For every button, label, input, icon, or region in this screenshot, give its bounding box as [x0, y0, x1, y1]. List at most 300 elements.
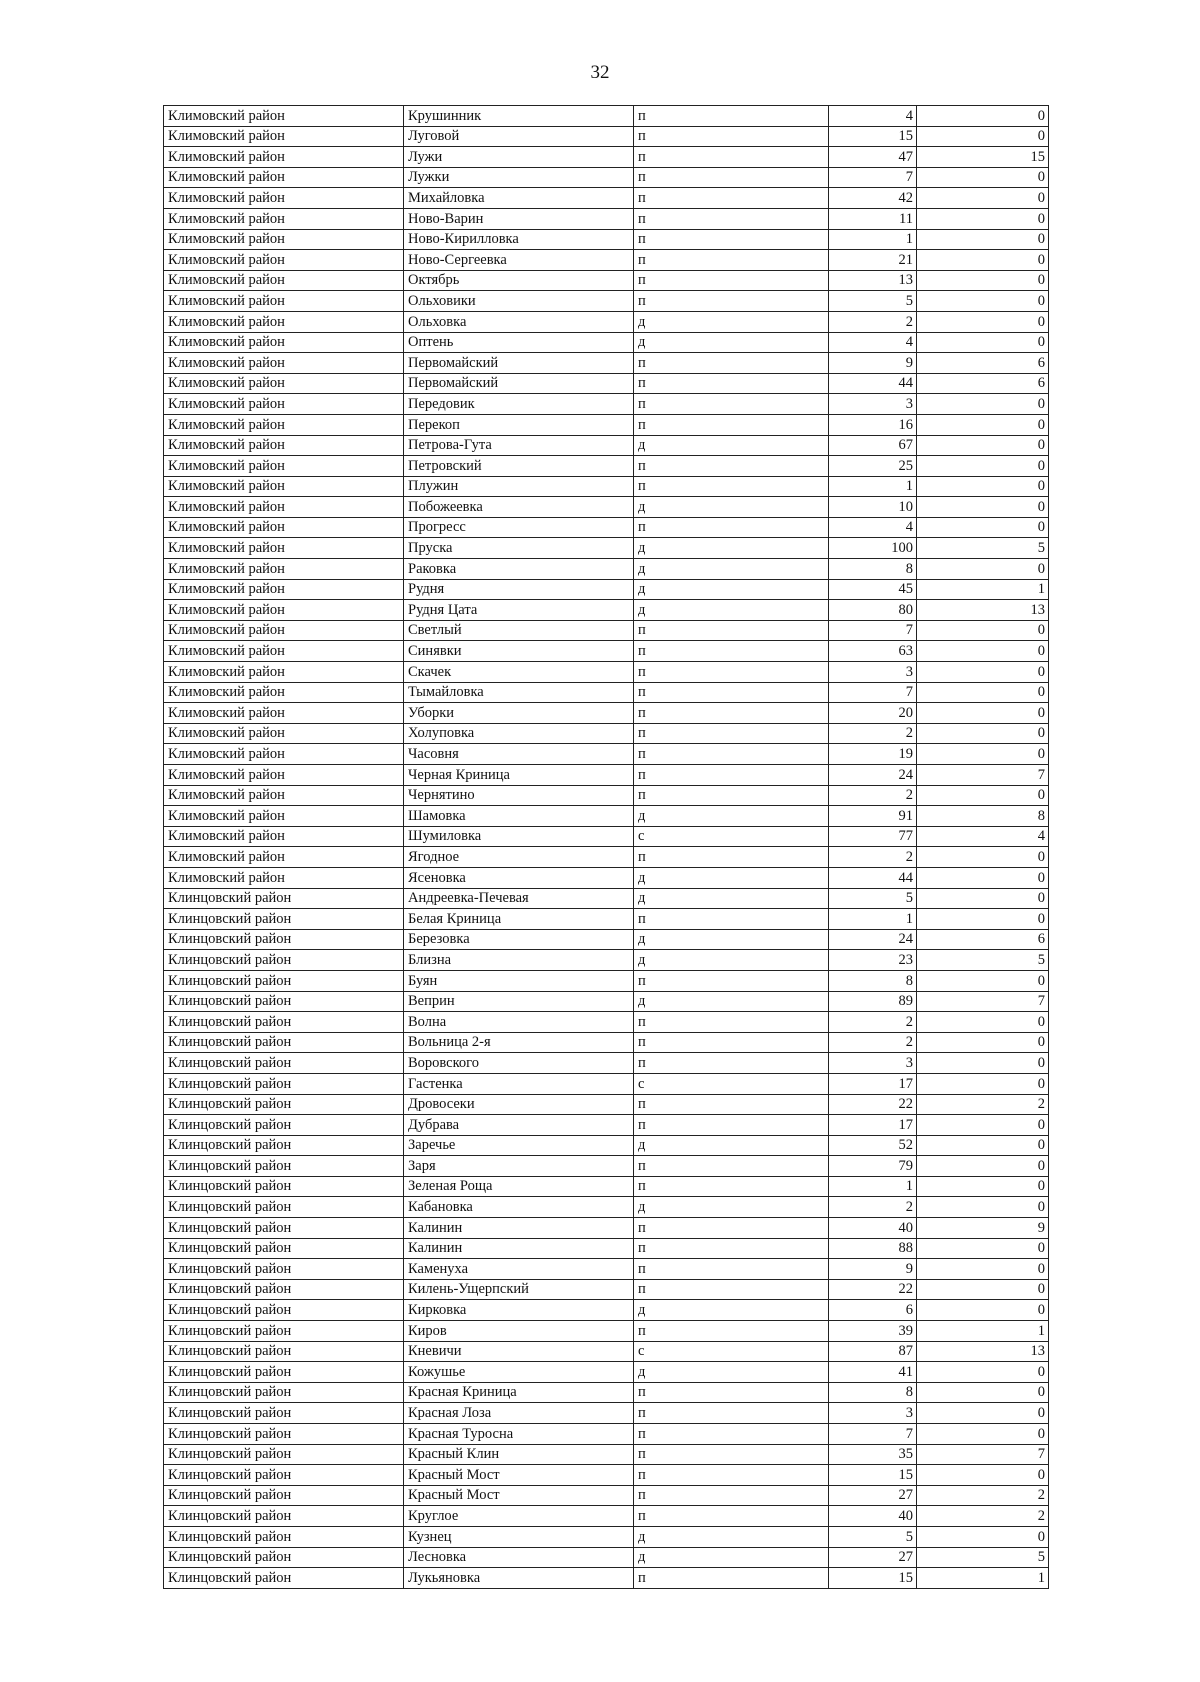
value-cell: 0: [917, 682, 1049, 703]
count-cell: 2: [829, 847, 917, 868]
page-number: 32: [590, 62, 610, 83]
type-cell: д: [634, 1547, 829, 1568]
value-cell: 0: [917, 270, 1049, 291]
value-cell: 0: [917, 1176, 1049, 1197]
settlement-cell: Кожушье: [404, 1362, 634, 1383]
district-cell: Клинцовский район: [164, 1300, 404, 1321]
district-cell: Клинцовский район: [164, 1115, 404, 1136]
type-cell: п: [634, 1259, 829, 1280]
type-cell: п: [634, 1218, 829, 1239]
type-cell: п: [634, 785, 829, 806]
type-cell: д: [634, 538, 829, 559]
district-cell: Клинцовский район: [164, 1032, 404, 1053]
value-cell: 0: [917, 1073, 1049, 1094]
count-cell: 67: [829, 435, 917, 456]
district-cell: Клинцовский район: [164, 929, 404, 950]
value-cell: 0: [917, 188, 1049, 209]
value-cell: 0: [917, 888, 1049, 909]
value-cell: 0: [917, 1362, 1049, 1383]
settlement-cell: Петровский: [404, 456, 634, 477]
count-cell: 5: [829, 1526, 917, 1547]
count-cell: 2: [829, 785, 917, 806]
count-cell: 4: [829, 106, 917, 127]
table-row: [164, 353, 1049, 374]
type-cell: п: [634, 353, 829, 374]
district-cell: Клинцовский район: [164, 1568, 404, 1589]
count-cell: 2: [829, 1012, 917, 1033]
district-cell: Климовский район: [164, 682, 404, 703]
type-cell: д: [634, 559, 829, 580]
table-row: [164, 1176, 1049, 1197]
value-cell: 0: [917, 1279, 1049, 1300]
count-cell: 7: [829, 620, 917, 641]
count-cell: 2: [829, 311, 917, 332]
table-row: [164, 991, 1049, 1012]
table-row: [164, 641, 1049, 662]
settlement-cell: Перекоп: [404, 414, 634, 435]
type-cell: п: [634, 1465, 829, 1486]
count-cell: 17: [829, 1115, 917, 1136]
district-cell: Климовский район: [164, 579, 404, 600]
settlement-cell: Передовик: [404, 394, 634, 415]
settlement-cell: Прогресс: [404, 517, 634, 538]
type-cell: д: [634, 1526, 829, 1547]
settlement-cell: Каменуха: [404, 1259, 634, 1280]
value-cell: 6: [917, 353, 1049, 374]
type-cell: п: [634, 1568, 829, 1589]
table-row: [164, 620, 1049, 641]
table-row: [164, 167, 1049, 188]
district-cell: Клинцовский район: [164, 1053, 404, 1074]
type-cell: д: [634, 867, 829, 888]
table-row: [164, 332, 1049, 353]
table-row: [164, 1012, 1049, 1033]
value-cell: 0: [917, 867, 1049, 888]
table-row: [164, 847, 1049, 868]
value-cell: 9: [917, 1218, 1049, 1239]
table-row: [164, 1424, 1049, 1445]
value-cell: 0: [917, 497, 1049, 518]
count-cell: 24: [829, 929, 917, 950]
district-cell: Климовский район: [164, 229, 404, 250]
value-cell: 0: [917, 208, 1049, 229]
value-cell: 0: [917, 641, 1049, 662]
district-cell: Климовский район: [164, 476, 404, 497]
value-cell: 5: [917, 950, 1049, 971]
count-cell: 16: [829, 414, 917, 435]
settlement-cell: Ясеновка: [404, 867, 634, 888]
district-cell: Клинцовский район: [164, 1218, 404, 1239]
table-row: [164, 1094, 1049, 1115]
settlement-cell: Чернятино: [404, 785, 634, 806]
settlement-cell: Воровского: [404, 1053, 634, 1074]
settlement-cell: Красная Туросна: [404, 1424, 634, 1445]
count-cell: 9: [829, 1259, 917, 1280]
settlement-cell: Андреевка-Печевая: [404, 888, 634, 909]
district-cell: Климовский район: [164, 744, 404, 765]
value-cell: 0: [917, 1053, 1049, 1074]
table-row: [164, 414, 1049, 435]
type-cell: п: [634, 970, 829, 991]
value-cell: 6: [917, 373, 1049, 394]
count-cell: 8: [829, 1382, 917, 1403]
district-cell: Климовский район: [164, 703, 404, 724]
type-cell: п: [634, 1156, 829, 1177]
settlements-table-container: [163, 105, 1049, 1589]
type-cell: д: [634, 1300, 829, 1321]
type-cell: п: [634, 1444, 829, 1465]
type-cell: п: [634, 229, 829, 250]
count-cell: 52: [829, 1135, 917, 1156]
value-cell: 0: [917, 559, 1049, 580]
district-cell: Климовский район: [164, 641, 404, 662]
district-cell: Климовский район: [164, 332, 404, 353]
value-cell: 0: [917, 1403, 1049, 1424]
count-cell: 79: [829, 1156, 917, 1177]
type-cell: п: [634, 703, 829, 724]
value-cell: 1: [917, 1568, 1049, 1589]
count-cell: 3: [829, 1403, 917, 1424]
count-cell: 20: [829, 703, 917, 724]
settlement-cell: Белая Криница: [404, 909, 634, 930]
table-row: [164, 188, 1049, 209]
type-cell: д: [634, 806, 829, 827]
district-cell: Климовский район: [164, 291, 404, 312]
value-cell: 0: [917, 517, 1049, 538]
district-cell: Климовский район: [164, 373, 404, 394]
count-cell: 7: [829, 1424, 917, 1445]
table-row: [164, 929, 1049, 950]
table-row: [164, 600, 1049, 621]
value-cell: 0: [917, 1465, 1049, 1486]
count-cell: 44: [829, 373, 917, 394]
settlement-cell: Первомайский: [404, 373, 634, 394]
settlement-cell: Лужи: [404, 147, 634, 168]
count-cell: 45: [829, 579, 917, 600]
table-row: [164, 1156, 1049, 1177]
district-cell: Клинцовский район: [164, 1321, 404, 1342]
table-row: [164, 373, 1049, 394]
settlements-table-body: [164, 106, 1049, 1589]
type-cell: п: [634, 1012, 829, 1033]
settlement-cell: Киров: [404, 1321, 634, 1342]
count-cell: 4: [829, 332, 917, 353]
value-cell: 0: [917, 1382, 1049, 1403]
settlement-cell: Близна: [404, 950, 634, 971]
type-cell: п: [634, 1403, 829, 1424]
district-cell: Клинцовский район: [164, 909, 404, 930]
district-cell: Клинцовский район: [164, 1526, 404, 1547]
district-cell: Клинцовский район: [164, 1279, 404, 1300]
settlement-cell: Веприн: [404, 991, 634, 1012]
settlement-cell: Первомайский: [404, 353, 634, 374]
settlement-cell: Дубрава: [404, 1115, 634, 1136]
table-row: [164, 1073, 1049, 1094]
settlement-cell: Рудня Цата: [404, 600, 634, 621]
settlement-cell: Раковка: [404, 559, 634, 580]
type-cell: с: [634, 1073, 829, 1094]
table-row: [164, 291, 1049, 312]
value-cell: 0: [917, 1135, 1049, 1156]
table-row: [164, 1568, 1049, 1589]
type-cell: п: [634, 147, 829, 168]
value-cell: 0: [917, 1156, 1049, 1177]
district-cell: Клинцовский район: [164, 1506, 404, 1527]
table-row: [164, 147, 1049, 168]
table-row: [164, 1506, 1049, 1527]
district-cell: Климовский район: [164, 311, 404, 332]
table-row: [164, 435, 1049, 456]
settlement-cell: Красный Клин: [404, 1444, 634, 1465]
value-cell: 0: [917, 1424, 1049, 1445]
count-cell: 27: [829, 1547, 917, 1568]
value-cell: 0: [917, 1012, 1049, 1033]
value-cell: 0: [917, 723, 1049, 744]
type-cell: д: [634, 1362, 829, 1383]
district-cell: Клинцовский район: [164, 1547, 404, 1568]
table-row: [164, 1403, 1049, 1424]
value-cell: 0: [917, 435, 1049, 456]
settlement-cell: Лесновка: [404, 1547, 634, 1568]
value-cell: 0: [917, 1300, 1049, 1321]
table-row: [164, 311, 1049, 332]
type-cell: п: [634, 106, 829, 127]
settlement-cell: Петрова-Гута: [404, 435, 634, 456]
settlement-cell: Пруска: [404, 538, 634, 559]
value-cell: 0: [917, 311, 1049, 332]
district-cell: Клинцовский район: [164, 1485, 404, 1506]
district-cell: Климовский район: [164, 353, 404, 374]
table-row: [164, 806, 1049, 827]
settlement-cell: Калинин: [404, 1218, 634, 1239]
count-cell: 80: [829, 600, 917, 621]
settlement-cell: Ольховка: [404, 311, 634, 332]
district-cell: Климовский район: [164, 106, 404, 127]
count-cell: 13: [829, 270, 917, 291]
type-cell: д: [634, 1197, 829, 1218]
district-cell: Клинцовский район: [164, 1403, 404, 1424]
type-cell: д: [634, 311, 829, 332]
value-cell: 2: [917, 1506, 1049, 1527]
settlement-cell: Уборки: [404, 703, 634, 724]
value-cell: 0: [917, 126, 1049, 147]
district-cell: Клинцовский район: [164, 1156, 404, 1177]
type-cell: п: [634, 208, 829, 229]
value-cell: 0: [917, 332, 1049, 353]
settlement-cell: Побожеевка: [404, 497, 634, 518]
table-row: [164, 888, 1049, 909]
value-cell: 0: [917, 250, 1049, 271]
count-cell: 1: [829, 476, 917, 497]
type-cell: п: [634, 1506, 829, 1527]
type-cell: п: [634, 1094, 829, 1115]
table-row: [164, 1053, 1049, 1074]
value-cell: 0: [917, 106, 1049, 127]
table-row: [164, 1362, 1049, 1383]
table-row: [164, 456, 1049, 477]
type-cell: д: [634, 497, 829, 518]
district-cell: Климовский район: [164, 847, 404, 868]
table-row: [164, 476, 1049, 497]
table-row: [164, 497, 1049, 518]
value-cell: 7: [917, 1444, 1049, 1465]
value-cell: 5: [917, 1547, 1049, 1568]
type-cell: д: [634, 600, 829, 621]
type-cell: п: [634, 909, 829, 930]
district-cell: Клинцовский район: [164, 1465, 404, 1486]
type-cell: п: [634, 1176, 829, 1197]
type-cell: д: [634, 888, 829, 909]
settlement-cell: Лужки: [404, 167, 634, 188]
type-cell: п: [634, 517, 829, 538]
count-cell: 3: [829, 1053, 917, 1074]
type-cell: с: [634, 1341, 829, 1362]
count-cell: 1: [829, 1176, 917, 1197]
district-cell: Климовский район: [164, 250, 404, 271]
district-cell: Клинцовский район: [164, 1341, 404, 1362]
value-cell: 2: [917, 1094, 1049, 1115]
table-row: [164, 1115, 1049, 1136]
count-cell: 25: [829, 456, 917, 477]
value-cell: 13: [917, 600, 1049, 621]
settlement-cell: Кневичи: [404, 1341, 634, 1362]
count-cell: 8: [829, 970, 917, 991]
settlement-cell: Крушинник: [404, 106, 634, 127]
settlement-cell: Ягодное: [404, 847, 634, 868]
table-row: [164, 1547, 1049, 1568]
count-cell: 4: [829, 517, 917, 538]
type-cell: п: [634, 1115, 829, 1136]
value-cell: 4: [917, 826, 1049, 847]
type-cell: п: [634, 1382, 829, 1403]
count-cell: 15: [829, 126, 917, 147]
settlement-cell: Оптень: [404, 332, 634, 353]
district-cell: Климовский район: [164, 208, 404, 229]
district-cell: Климовский район: [164, 826, 404, 847]
count-cell: 40: [829, 1506, 917, 1527]
type-cell: п: [634, 1321, 829, 1342]
count-cell: 5: [829, 888, 917, 909]
district-cell: Клинцовский район: [164, 1135, 404, 1156]
district-cell: Клинцовский район: [164, 1259, 404, 1280]
settlement-cell: Часовня: [404, 744, 634, 765]
type-cell: п: [634, 250, 829, 271]
table-row: [164, 744, 1049, 765]
table-row: [164, 662, 1049, 683]
count-cell: 27: [829, 1485, 917, 1506]
count-cell: 3: [829, 394, 917, 415]
table-row: [164, 1341, 1049, 1362]
table-row: [164, 1321, 1049, 1342]
table-row: [164, 1279, 1049, 1300]
value-cell: 0: [917, 167, 1049, 188]
table-row: [164, 950, 1049, 971]
table-row: [164, 250, 1049, 271]
district-cell: Климовский район: [164, 517, 404, 538]
table-row: [164, 106, 1049, 127]
count-cell: 39: [829, 1321, 917, 1342]
district-cell: Климовский район: [164, 538, 404, 559]
settlement-cell: Красный Мост: [404, 1465, 634, 1486]
table-row: [164, 1526, 1049, 1547]
district-cell: Климовский район: [164, 270, 404, 291]
count-cell: 2: [829, 1032, 917, 1053]
type-cell: п: [634, 847, 829, 868]
type-cell: п: [634, 414, 829, 435]
settlement-cell: Ново-Варин: [404, 208, 634, 229]
settlement-cell: Вольница 2-я: [404, 1032, 634, 1053]
count-cell: 11: [829, 208, 917, 229]
district-cell: Климовский район: [164, 559, 404, 580]
settlement-cell: Тымайловка: [404, 682, 634, 703]
table-row: [164, 1485, 1049, 1506]
type-cell: п: [634, 1032, 829, 1053]
district-cell: Климовский район: [164, 785, 404, 806]
district-cell: Климовский район: [164, 167, 404, 188]
count-cell: 5: [829, 291, 917, 312]
district-cell: Климовский район: [164, 126, 404, 147]
district-cell: Климовский район: [164, 394, 404, 415]
value-cell: 8: [917, 806, 1049, 827]
table-row: [164, 1465, 1049, 1486]
value-cell: 0: [917, 456, 1049, 477]
count-cell: 19: [829, 744, 917, 765]
settlement-cell: Шумиловка: [404, 826, 634, 847]
table-row: [164, 765, 1049, 786]
type-cell: п: [634, 373, 829, 394]
district-cell: Климовский район: [164, 723, 404, 744]
type-cell: п: [634, 641, 829, 662]
table-row: [164, 208, 1049, 229]
type-cell: п: [634, 394, 829, 415]
value-cell: 0: [917, 476, 1049, 497]
district-cell: Климовский район: [164, 497, 404, 518]
count-cell: 42: [829, 188, 917, 209]
type-cell: п: [634, 765, 829, 786]
district-cell: Клинцовский район: [164, 1094, 404, 1115]
count-cell: 22: [829, 1094, 917, 1115]
value-cell: 0: [917, 703, 1049, 724]
count-cell: 21: [829, 250, 917, 271]
table-row: [164, 538, 1049, 559]
district-cell: Клинцовский район: [164, 1362, 404, 1383]
settlement-cell: Красная Криница: [404, 1382, 634, 1403]
value-cell: 0: [917, 909, 1049, 930]
count-cell: 87: [829, 1341, 917, 1362]
district-cell: Климовский район: [164, 414, 404, 435]
settlement-cell: Круглое: [404, 1506, 634, 1527]
value-cell: 0: [917, 620, 1049, 641]
count-cell: 40: [829, 1218, 917, 1239]
value-cell: 6: [917, 929, 1049, 950]
settlement-cell: Заречье: [404, 1135, 634, 1156]
settlement-cell: Килень-Ущерпский: [404, 1279, 634, 1300]
type-cell: п: [634, 476, 829, 497]
table-row: [164, 517, 1049, 538]
table-row: [164, 559, 1049, 580]
table-row: [164, 229, 1049, 250]
table-row: [164, 1032, 1049, 1053]
type-cell: п: [634, 682, 829, 703]
district-cell: Климовский район: [164, 600, 404, 621]
count-cell: 41: [829, 1362, 917, 1383]
type-cell: п: [634, 456, 829, 477]
value-cell: 7: [917, 991, 1049, 1012]
count-cell: 89: [829, 991, 917, 1012]
type-cell: п: [634, 1485, 829, 1506]
count-cell: 47: [829, 147, 917, 168]
table-row: [164, 579, 1049, 600]
